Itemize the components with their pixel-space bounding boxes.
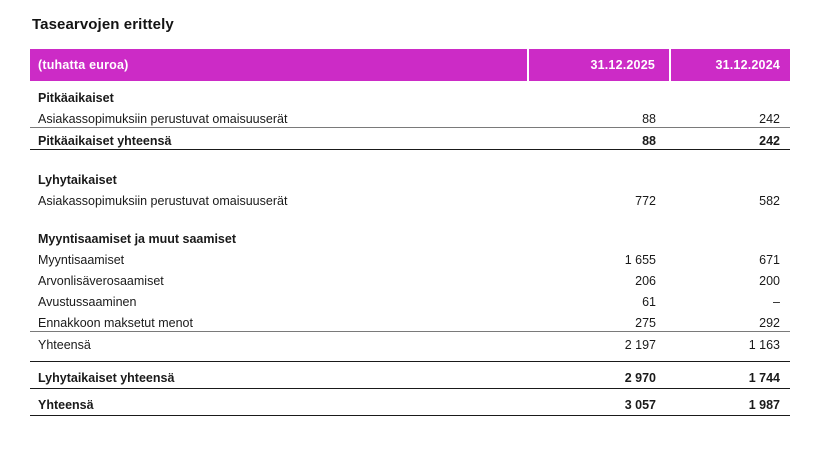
table-row (30, 106, 790, 128)
row-label: Arvonlisäverosaamiset (38, 274, 164, 288)
row-value-period-1: 61 (642, 295, 656, 309)
table-row (30, 247, 790, 268)
table-header-row (30, 49, 790, 81)
row-value-period-1 (528, 353, 670, 362)
row-value-period-1: 206 (635, 274, 656, 288)
balance-sheet-breakdown-table (30, 49, 790, 416)
row-value-period-2: 582 (759, 194, 780, 208)
column-header-label: (tuhatta euroa) (30, 49, 528, 81)
row-value-period-1: 275 (528, 310, 670, 332)
row-value-period-2: 242 (670, 106, 790, 128)
row-label: Ennakkoon maksetut menot (30, 310, 528, 332)
table-section-header-row (30, 222, 790, 247)
row-value-period-1: 88 (528, 128, 670, 150)
row-label: Myyntisaamiset ja muut saamiset (38, 232, 236, 246)
row-value-period-2: 200 (759, 274, 780, 288)
row-value-period-2: 242 (670, 128, 790, 150)
table-body (30, 81, 790, 416)
row-value-period-1: 3 057 (528, 389, 670, 416)
row-value-period-1 (528, 81, 670, 106)
row-value-period-1: 2 970 (528, 362, 670, 389)
column-header-period-1: 31.12.2025 (528, 49, 670, 81)
row-value-period-2: – (773, 295, 780, 309)
table-row (30, 268, 790, 289)
row-label (30, 353, 528, 362)
row-value-period-2: 671 (759, 253, 780, 267)
row-label: Myyntisaamiset (38, 253, 125, 267)
row-value-period-2: 1 163 (748, 338, 780, 352)
table-row (30, 332, 790, 354)
row-value-period-1: 772 (635, 194, 656, 208)
table-header (30, 49, 790, 81)
row-label: Asiakassopimuksiin perustuvat omaisuuserät (38, 194, 288, 208)
table-subtotal-row (30, 128, 790, 150)
row-label (30, 150, 528, 164)
table-total-row (30, 362, 790, 389)
page-title: Tasearvojen erittely (32, 16, 174, 33)
row-value-period-1 (528, 222, 670, 247)
row-label: Pitkäaikaiset (38, 91, 114, 105)
table-spacer-row (30, 353, 790, 362)
table-section-header-row (30, 81, 790, 106)
table-row (30, 310, 790, 332)
row-label (30, 209, 528, 222)
row-value-period-2: 1 987 (670, 389, 790, 416)
table-row (30, 289, 790, 310)
row-value-period-2 (670, 163, 790, 188)
row-label: Lyhytaikaiset yhteensä (30, 362, 528, 389)
table-spacer-row (30, 150, 790, 164)
row-value-period-2: 292 (670, 310, 790, 332)
row-label: Yhteensä (30, 389, 528, 416)
row-value-period-2 (670, 209, 790, 222)
row-value-period-2 (670, 222, 790, 247)
table-grand-total-row (30, 389, 790, 416)
row-value-period-1 (528, 163, 670, 188)
table-row (30, 188, 790, 209)
row-value-period-1 (528, 209, 670, 222)
row-label: Lyhytaikaiset (38, 173, 117, 187)
row-label: Avustussaaminen (38, 295, 137, 309)
table-section-header-row (30, 163, 790, 188)
column-header-period-2: 31.12.2024 (670, 49, 790, 81)
row-value-period-1: 1 655 (624, 253, 656, 267)
row-value-period-2 (670, 150, 790, 164)
row-value-period-1: 2 197 (624, 338, 656, 352)
row-value-period-2 (670, 353, 790, 362)
row-value-period-2 (670, 81, 790, 106)
row-label: Pitkäaikaiset yhteensä (30, 128, 528, 150)
row-label: Asiakassopimuksiin perustuvat omaisuuserät (30, 106, 528, 128)
row-value-period-1 (528, 150, 670, 164)
row-value-period-1: 88 (528, 106, 670, 128)
table-spacer-row (30, 209, 790, 222)
row-value-period-2: 1 744 (670, 362, 790, 389)
row-label: Yhteensä (38, 338, 91, 352)
